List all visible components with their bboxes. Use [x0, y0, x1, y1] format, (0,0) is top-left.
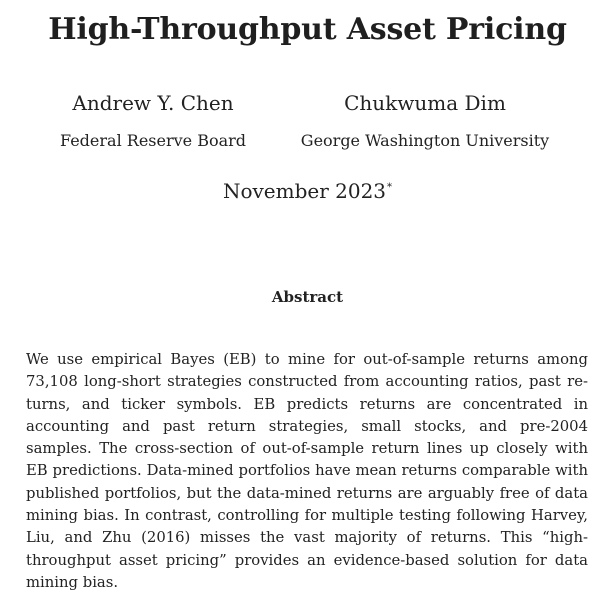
author-name: Chukwuma Dim [344, 91, 506, 115]
abstract-body: We use empirical Bayes (EB) to mine for out-of-sample returns among 73,108 long-short strategies constructed from accounting ratios, past returns, and ticker symbols. EB predicts returns are concentrated in accounting and past return strategies, small stocks, and pre-2004 samples. The cross-section of out-of-sample return lines up closely with EB predictions. Data-mined portfolios have mean returns comparable with published portfolios, but the data-mined returns are arguably free of data mining bias. In contrast, controlling for multiple testing following Harvey, Liu, and Zhu (2016) misses the vast majority of returns. This “high-throughput asset pricing” provides an evidence-based solution for data mining bias. [26, 351, 588, 591]
abstract-heading: Abstract [271, 288, 344, 306]
author-name: Andrew Y. Chen [72, 91, 234, 115]
date-text: November 2023 [222, 179, 387, 203]
paper-title: High-Throughput Asset Pricing [48, 12, 567, 47]
author-affiliation: George Washington University [300, 131, 550, 150]
author-block-chen [40, 88, 266, 152]
author-block-dim [280, 88, 570, 152]
publication-date [0, 176, 615, 206]
date-footnote-mark: * [387, 182, 393, 194]
author-affiliation: Federal Reserve Board [59, 131, 247, 150]
